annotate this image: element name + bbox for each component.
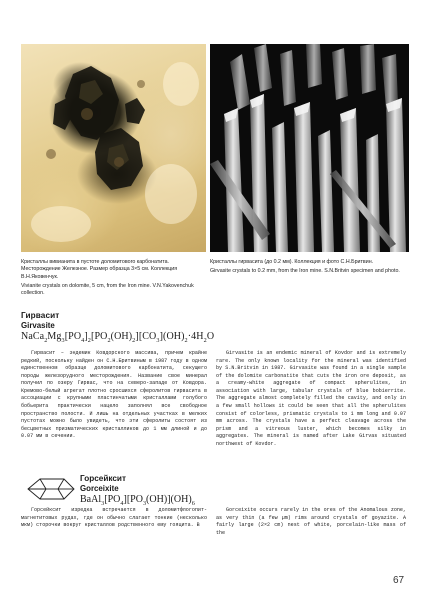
vivianite-photo [21, 44, 206, 252]
girvasite-formula [21, 331, 214, 344]
gorceixite-text-en: Gorceixite occurs rarely in the ores of the Anomalous zone, as very thin (a few µm) rims around crystals of goyazite. A fairly large (2×2 cm) nest of white, porcelain-like mass of the [216, 507, 406, 536]
gorceixite-heading [80, 474, 195, 507]
girvasite-title-ru: Гирвасит [21, 311, 60, 320]
girvasite-photo [210, 44, 409, 252]
gorceixite-text-ru: Горсейксит изредка встречается в доломитфлогопит-магнетитовых рудах, где он обычно слагает тонкие (несколько мкм) сторочки вокруг кристаллов родственного ему гояцита. В [21, 507, 207, 529]
girvasite-crystals-image [210, 44, 409, 252]
vivianite-caption-ru: Кристаллы вивианита в пустоте доломитового карбонатита. Месторождение Железное. Размер образца 3×5 см. Коллекция В.Н.Яковенчук. [21, 259, 178, 280]
crystal-drawing-icon [24, 475, 78, 503]
girvasite-caption-ru: Кристаллы гирвасита (до 0.2 мм). Коллекция и фото С.Н.Бритвин. [210, 259, 374, 265]
girvasite-caption-en: Girvasite crystals to 0.2 mm, from the Iron mine. S.N.Britvin specimen and photo. [210, 268, 400, 275]
gorceixite-text-en-column [216, 507, 406, 537]
girvasite-title-en: Girvasite [21, 321, 55, 330]
page-number: 67 [393, 575, 405, 586]
vivianite-caption-en: Vivianite crystals on dolomite, 5 cm, from the Iron mine. V.N.Yakovenchuk collection. [21, 282, 194, 297]
vivianite-caption [21, 259, 207, 297]
gorceixite-text-ru-column [21, 507, 207, 530]
girvasite-text-ru: Гирвасит – эндемик Ковдорского массива, причем крайне редкий, поскольку найден он С.Н.Бритвиным в 1987 году в одном единственном образце доломитового карбонатита, секущего породы железорудного месторождения. Название свое минерал получил по озеру Гирвас, что на северо-западе от Ковдора. Кремово-белый агрегат плотно сросшихся сферолитов гирвасита в ассоциации с крупными пластинчатыми кристаллами голубого бобьерита практически нацело заполнял все свободное пространство полости. И лишь на отдельных участках в мелких пустотах можно было увидеть, что эти сферолиты состоят из бесцветных призматических кристалликов до 1 мм длиной и до 0.07 мм в сечении. [21, 350, 207, 440]
girvasite-text-en-column [216, 350, 406, 449]
vivianite-crystals-image [21, 44, 206, 252]
gorceixite-title-en: Gorceixite [80, 484, 119, 493]
girvasite-caption [210, 259, 406, 276]
girvasite-formula-text: $NaCa_2Mg_3[PO_4]_2[PO_2(OH)_2][CO_3](OH)_2\cdot 4H_2O$ [21, 331, 215, 344]
gorceixite-formula: $BaAl_3[PO_4][PO_3(OH)](OH)_6$ [80, 494, 195, 507]
girvasite-text-en: Girvasite is an endemic mineral of Kovdor and is extremely rare. The only known locality for the mineral was identified by S.N.Britvin in 1987. Girvasite was found in a single sample of the dolomite carbonatite that cuts the iron ore deposit, as a creamy-white aggregate of compact spherulites, in association with large, tabular crystals of blue bobierrite. The aggregate almost completely filled the cavity, and only in a few small hollows it could be seen that all the spherulites consist of colorless, prismatic crystals to 1 mm long and 0.07 mm across. The crystals have a perfect cleavage across the prism and a vitreous luster, which becomes silky in aggregates. The mineral is named after Lake Girvas situated northwest of Kovdor. [216, 350, 406, 447]
girvasite-text-ru-column [21, 350, 207, 441]
gorceixite-title-ru: Горсейксит [80, 474, 126, 483]
